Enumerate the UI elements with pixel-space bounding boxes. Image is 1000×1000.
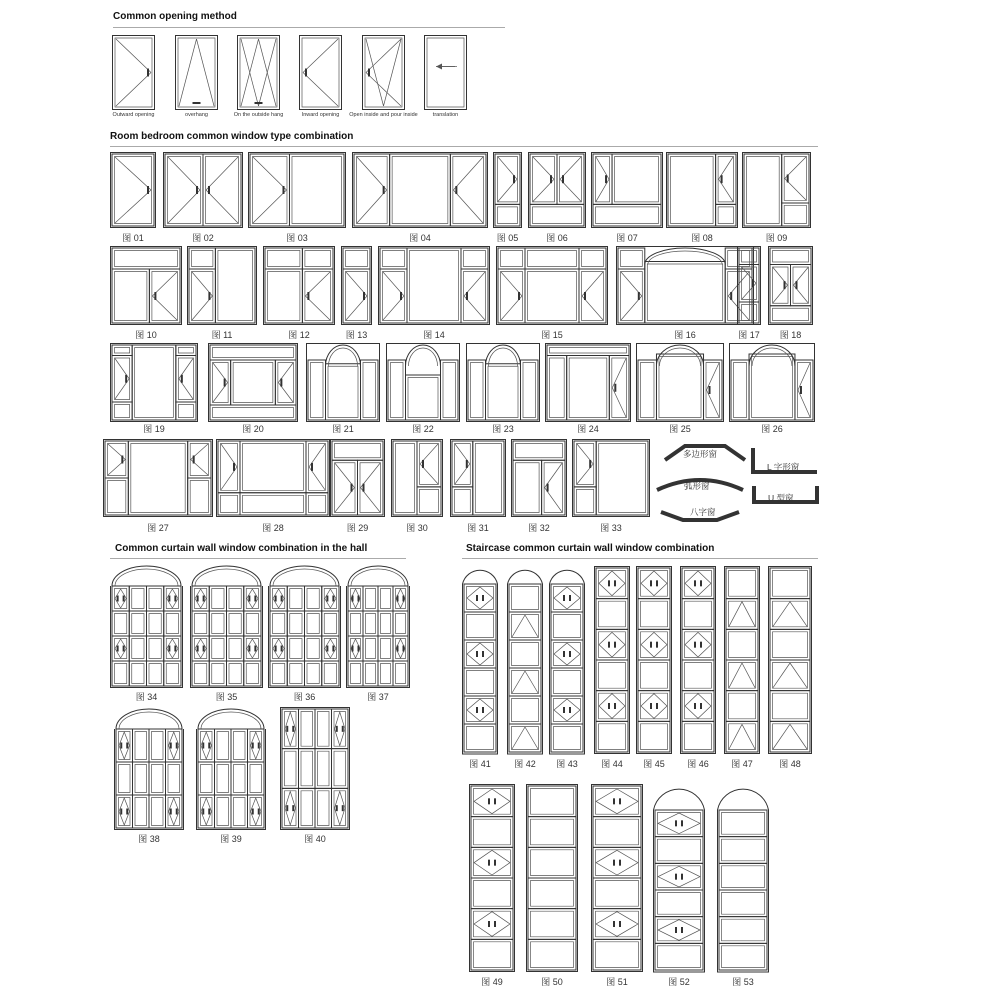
heading-opening-methods: Common opening method (113, 11, 237, 22)
window-figure (450, 439, 506, 517)
window-figure (110, 246, 182, 325)
staircase-window-figure (526, 784, 578, 972)
inward-opening-window-icon (299, 35, 342, 110)
figure-caption: 图 02 (192, 233, 214, 243)
heading-staircase: Staircase common curtain wall window combination (466, 543, 715, 554)
figure-caption: 图 01 (122, 233, 144, 243)
figure-caption: 图 52 (668, 977, 690, 987)
window-figure (306, 343, 380, 422)
window-figure (352, 152, 488, 228)
figure-caption: 图 19 (143, 424, 165, 434)
figure-caption: 图 28 (262, 523, 284, 533)
curtain-wall-figure (196, 707, 266, 830)
window-figure (248, 152, 346, 228)
figure-caption: 图 10 (135, 330, 157, 340)
curtain-wall-figure (280, 707, 350, 830)
window-figure (768, 246, 813, 325)
curtain-wall-figure (190, 564, 263, 688)
staircase-window-figure (768, 566, 812, 754)
figure-caption: 图 45 (643, 759, 665, 769)
window-figure (378, 246, 490, 325)
divider (110, 146, 818, 147)
figure-caption: 图 49 (481, 977, 503, 987)
divider (462, 558, 818, 559)
figure-caption: 图 40 (304, 834, 326, 844)
curtain-wall-figure (346, 564, 410, 688)
figure-caption: 图 20 (242, 424, 264, 434)
figure-caption: 图 25 (669, 424, 691, 434)
figure-caption: 图 33 (600, 523, 622, 533)
staircase-window-figure (636, 566, 672, 754)
figure-caption: 图 09 (765, 233, 788, 243)
figure-caption: 图 18 (779, 330, 802, 340)
opening-method-label: Inward opening (301, 112, 340, 118)
window-figure (737, 246, 761, 325)
window-figure (466, 343, 540, 422)
window-figure (591, 152, 663, 228)
window-figure (545, 343, 631, 422)
figure-caption: 图 17 (738, 330, 760, 340)
opening-method-label: overhang (185, 112, 208, 118)
figure-caption: 图 38 (138, 834, 160, 844)
figure-caption: 图 51 (606, 977, 628, 987)
figure-caption: 图 27 (147, 523, 169, 533)
figure-caption: 图 12 (288, 330, 310, 340)
opening-method-label: On the outside hang (233, 112, 284, 118)
figure-caption: 图 16 (674, 330, 696, 340)
figure-caption: 图 08 (691, 233, 713, 243)
window-figure (110, 152, 156, 228)
curtain-wall-figure (114, 707, 184, 830)
figure-caption: 图 29 (346, 523, 369, 533)
staircase-window-figure (594, 566, 630, 754)
figure-caption: 图 07 (616, 233, 638, 243)
figure-caption: 图 04 (409, 233, 431, 243)
staircase-window-figure (507, 566, 543, 754)
figure-caption: 图 24 (577, 424, 599, 434)
figure-caption: 图 06 (546, 233, 568, 243)
outward-opening-window-icon (112, 35, 155, 110)
figure-caption: 图 47 (731, 759, 753, 769)
special-window-label: 多边形窗 (683, 449, 718, 459)
figure-caption: 图 35 (215, 692, 238, 702)
window-figure (493, 152, 522, 228)
window-figure (742, 152, 811, 228)
staircase-window-figure (469, 784, 515, 972)
figure-caption: 图 30 (406, 523, 428, 533)
window-figure (391, 439, 443, 517)
window-figure (572, 439, 650, 517)
figure-caption: 图 26 (761, 424, 783, 434)
figure-caption: 图 32 (528, 523, 550, 533)
outside-hang-window-icon (237, 35, 280, 110)
staircase-window-figure (680, 566, 716, 754)
figure-caption: 图 42 (514, 759, 536, 769)
figure-caption: 图 13 (345, 330, 368, 340)
figure-caption: 图 15 (541, 330, 563, 340)
figure-caption: 图 11 (211, 330, 233, 340)
figure-caption: 图 23 (492, 424, 514, 434)
special-window-label: U 型窗 (768, 493, 794, 503)
overhang-window-icon (175, 35, 218, 110)
figure-caption: 图 21 (332, 424, 354, 434)
figure-caption: 图 41 (469, 759, 491, 769)
figure-caption: 图 48 (779, 759, 801, 769)
figure-caption: 图 31 (467, 523, 489, 533)
window-figure (729, 343, 815, 422)
staircase-window-figure (462, 566, 498, 754)
staircase-window-figure (653, 784, 705, 972)
figure-caption: 图 36 (293, 692, 316, 702)
opening-method-label: Open inside and pour inside (349, 112, 418, 118)
figure-caption: 图 03 (286, 233, 308, 243)
figure-caption: 图 22 (412, 424, 434, 434)
figure-caption: 图 05 (496, 233, 519, 243)
window-figure (636, 343, 724, 422)
opening-method-label: Outward opening (112, 112, 155, 118)
window-figure (341, 246, 372, 325)
window-figure (263, 246, 335, 325)
opening-method-label: translation (432, 112, 459, 118)
figure-caption: 图 50 (541, 977, 563, 987)
special-window-label: 八字窗 (690, 507, 716, 517)
divider (113, 27, 505, 28)
window-figure (386, 343, 460, 422)
staircase-window-figure (591, 784, 643, 972)
figure-caption: 图 44 (601, 759, 623, 769)
tilt-turn-window-icon (362, 35, 405, 110)
curtain-wall-figure (268, 564, 341, 688)
figure-caption: 图 37 (367, 692, 389, 702)
window-figure (163, 152, 243, 228)
divider (110, 558, 406, 559)
window-figure (187, 246, 257, 325)
window-figure (528, 152, 586, 228)
window-figure (616, 246, 754, 325)
special-window-label: L 字形窗 (767, 462, 800, 472)
window-figure (666, 152, 738, 228)
special-window-shapes (655, 440, 825, 530)
figure-caption: 图 14 (423, 330, 445, 340)
window-figure (511, 439, 567, 517)
window-figure (103, 439, 213, 517)
window-figure (496, 246, 608, 325)
window-figure (110, 343, 198, 422)
figure-caption: 图 53 (732, 977, 754, 987)
heading-hall: Common curtain wall window combination in the hall (115, 543, 368, 554)
staircase-window-figure (717, 784, 769, 972)
window-figure (208, 343, 298, 422)
staircase-window-figure (724, 566, 760, 754)
heading-bedroom: Room bedroom common window type combination (110, 131, 354, 142)
staircase-window-figure (549, 566, 585, 754)
window-figure (216, 439, 330, 517)
figure-caption: 图 34 (135, 692, 158, 702)
figure-caption: 图 39 (220, 834, 242, 844)
figure-caption: 图 43 (556, 759, 578, 769)
special-window-label: 弧形窗 (684, 481, 710, 491)
window-figure (330, 439, 385, 517)
sliding-window-icon (424, 35, 467, 110)
figure-caption: 图 46 (687, 759, 709, 769)
curtain-wall-figure (110, 564, 183, 688)
